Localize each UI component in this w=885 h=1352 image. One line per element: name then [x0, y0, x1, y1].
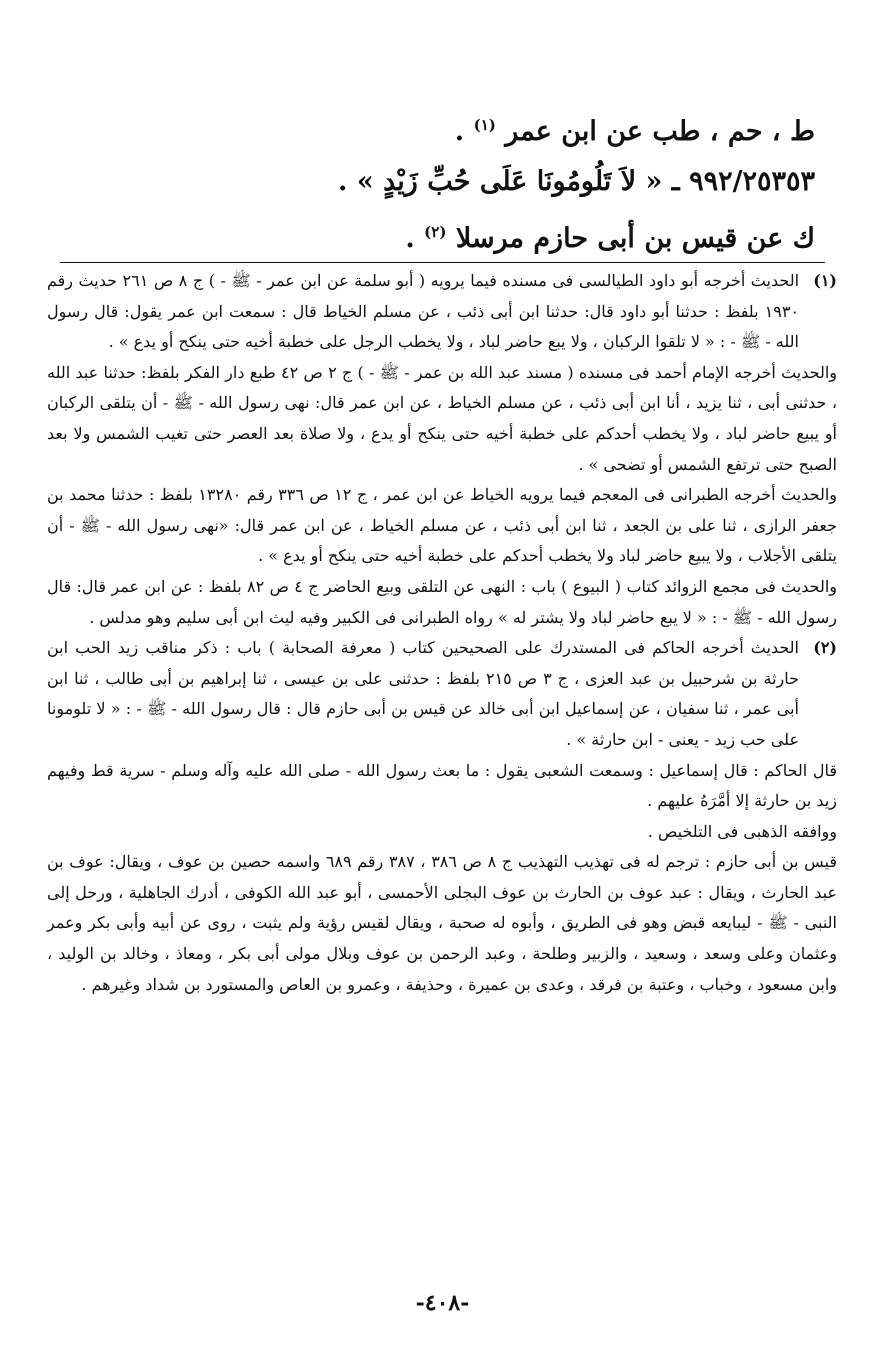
- footnote-1-paragraph-1: الحديث أخرجه أبو داود الطيالسى فى مسنده فيما يرويه ( أبو سلمة عن ابن عمر - ﷺ - ) ج ٨ ص ٢٦١ حديث رقم ١٩٣٠ بلفظ : حدثنا أبو داود قال: حدثنا ابن أبى ذئب ، عن مسلم الخياط قال : سمعت ابن عمر يقول: قال رسول الله - ﷺ - : « لا تلقوا الركبان ، ولا يبع حاضر لباد ، ولا يخطب الرجل على خطبة أخيه حتى ينكح أو يدع » .: [47, 271, 800, 352]
- main-line-3: [70, 207, 815, 264]
- footnote-1-number: (١): [813, 271, 837, 290]
- main-line-3-text: ك عن قيس بن أبى حازم مرسلا: [455, 223, 815, 254]
- footnote-2-number: (٢): [813, 638, 837, 658]
- footnote-divider: [60, 262, 825, 263]
- footnotes: [47, 266, 837, 1000]
- footnote-2-paragraph-3: ووافقه الذهبى فى التلخيص .: [647, 821, 837, 841]
- footnote-2-paragraph-1: الحديث أخرجه الحاكم فى المستدرك على الصحيحين كتاب ( معرفة الصحابة ) باب : ذكر مناقب زيد الحب ابن حارثة بن شرحبيل بن عبد العزى ، ج ٣ ص ٢١٥ بلفظ : حدثنى على بن عيسى ، ثنا إبراهيم بن أبى طالب ، ثنا ابن أبى عمر ، ثنا سفيان ، عن إسماعيل ابن أبى خالد عن قيس بن أبى حازم قال : قال رسول الله - ﷺ - : « لا تلومونا على حب زيد - يعنى - ابن حارثة » .: [47, 638, 800, 749]
- footnote-ref-1: (١): [473, 116, 496, 134]
- footnote-1-paragraph-2: والحديث أخرجه الإمام أحمد فى مسنده ( مسند عبد الله بن عمر - ﷺ - ) ج ٢ ص ٤٢ طبع دار الفكر بلفظ: حدثنا عبد الله ، حدثنى أبى ، ثنا يزيد ، أنا ابن أبى ذئب ، عن مسلم الخياط ، عن ابن عمر قال: نهى رسول الله - ﷺ - أن يتلقى الركبان أو يبيع حاضر لباد ، ولا يخطب أحدكم على خطبة أخيه حتى ينكح أو يدع ، ولا صلاة بعد العصر حتى تغيب الشمس ولا بعد الصبح حتى ترتفع الشمس أو تضحى » .: [47, 362, 838, 474]
- main-text: [70, 100, 815, 264]
- main-line-1: [70, 100, 815, 157]
- footnote-1-paragraph-4: والحديث فى مجمع الزوائد كتاب ( البيوع ) باب : النهى عن التلقى وبيع الحاضر ج ٤ ص ٨٢ بلفظ : عن ابن عمر قال: قال رسول الله - ﷺ - : « لا يبع حاضر لباد ولا يشتر له » رواه الطبرانى فى الكبير وفيه ليث ابن أبى سليم وهو مدلس .: [47, 576, 838, 627]
- footnote-2-paragraph-4: قيس بن أبى حازم : ترجم له فى تهذيب التهذيب ج ٨ ص ٣٨٦ ، ٣٨٧ رقم ٦٨٩ واسمه حصين بن عوف ، ويقال: عوف بن عبد الحارث ، ويقال : عبد عوف بن الحارث بن عوف البجلى الأحمسى ، أبو عبد الله الكوفى ، أدرك الجاهلية ، ورحل إلى النبى - ﷺ - ليبايعه قبض وهو فى الطريق ، وأبوه له صحبة ، ويقال لقيس رؤية ولم يثبت ، روى عن أبيه وأبى بكر وعمر وعثمان وعلى وسعد ، وسعيد ، والزبير وطلحة ، وعبد الرحمن بن عوف وبلال مولى أبى بكر ، ومعاذ ، وخالد بن الوليد ، وابن مسعود ، وخباب ، وعتبة بن فرقد ، وعدى بن عميرة ، وحذيفة ، وعمرو بن العاص والمستورد بن شداد وغيرهم .: [47, 852, 838, 994]
- main-line-1-text: ط ، حم ، طب عن ابن عمر: [505, 116, 815, 147]
- hadith-line: ٩٩٢/٢٥٣٥٣ ـ « لاَ تَلُومُونَا عَلَى حُبِّ زَيْدٍ » .: [338, 166, 815, 197]
- footnote-1: [47, 266, 837, 358]
- footnote-1-body: [47, 266, 799, 358]
- main-line-1-end: .: [454, 116, 474, 147]
- footnote-2: [47, 633, 837, 755]
- footnote-2-body: [47, 633, 799, 755]
- page-number: -٤٠٨-: [415, 1290, 470, 1316]
- footnote-1-paragraph-3: والحديث أخرجه الطبرانى فى المعجم فيما يرويه الخياط عن ابن عمر ، ج ١٢ ص ٣٣٦ رقم ١٣٢٨٠ بلفظ : حدثنا محمد بن جعفر الرازى ، ثنا على بن الجعد ، ثنا ابن أبى ذئب ، عن مسلم الخياط ، عن ابن عمر قال: «نهى رسول الله - ﷺ - أن يتلقى الأجلاب ، ولا يبيع حاضر لباد ولا يخطب أحدكم على خطبة أخيه حتى ينكح أو يدع » .: [47, 485, 838, 566]
- footnote-ref-2: (٢): [424, 223, 447, 241]
- main-line-3-end: .: [405, 223, 425, 254]
- footnote-2-paragraph-2: قال الحاكم : قال إسماعيل : وسمعت الشعبى يقول : ما بعث رسول الله - صلى الله عليه وآله وسلم - سرية قط وفيهم زيد بن حارثة إلا أمَّرَهُ عليهم .: [47, 760, 837, 811]
